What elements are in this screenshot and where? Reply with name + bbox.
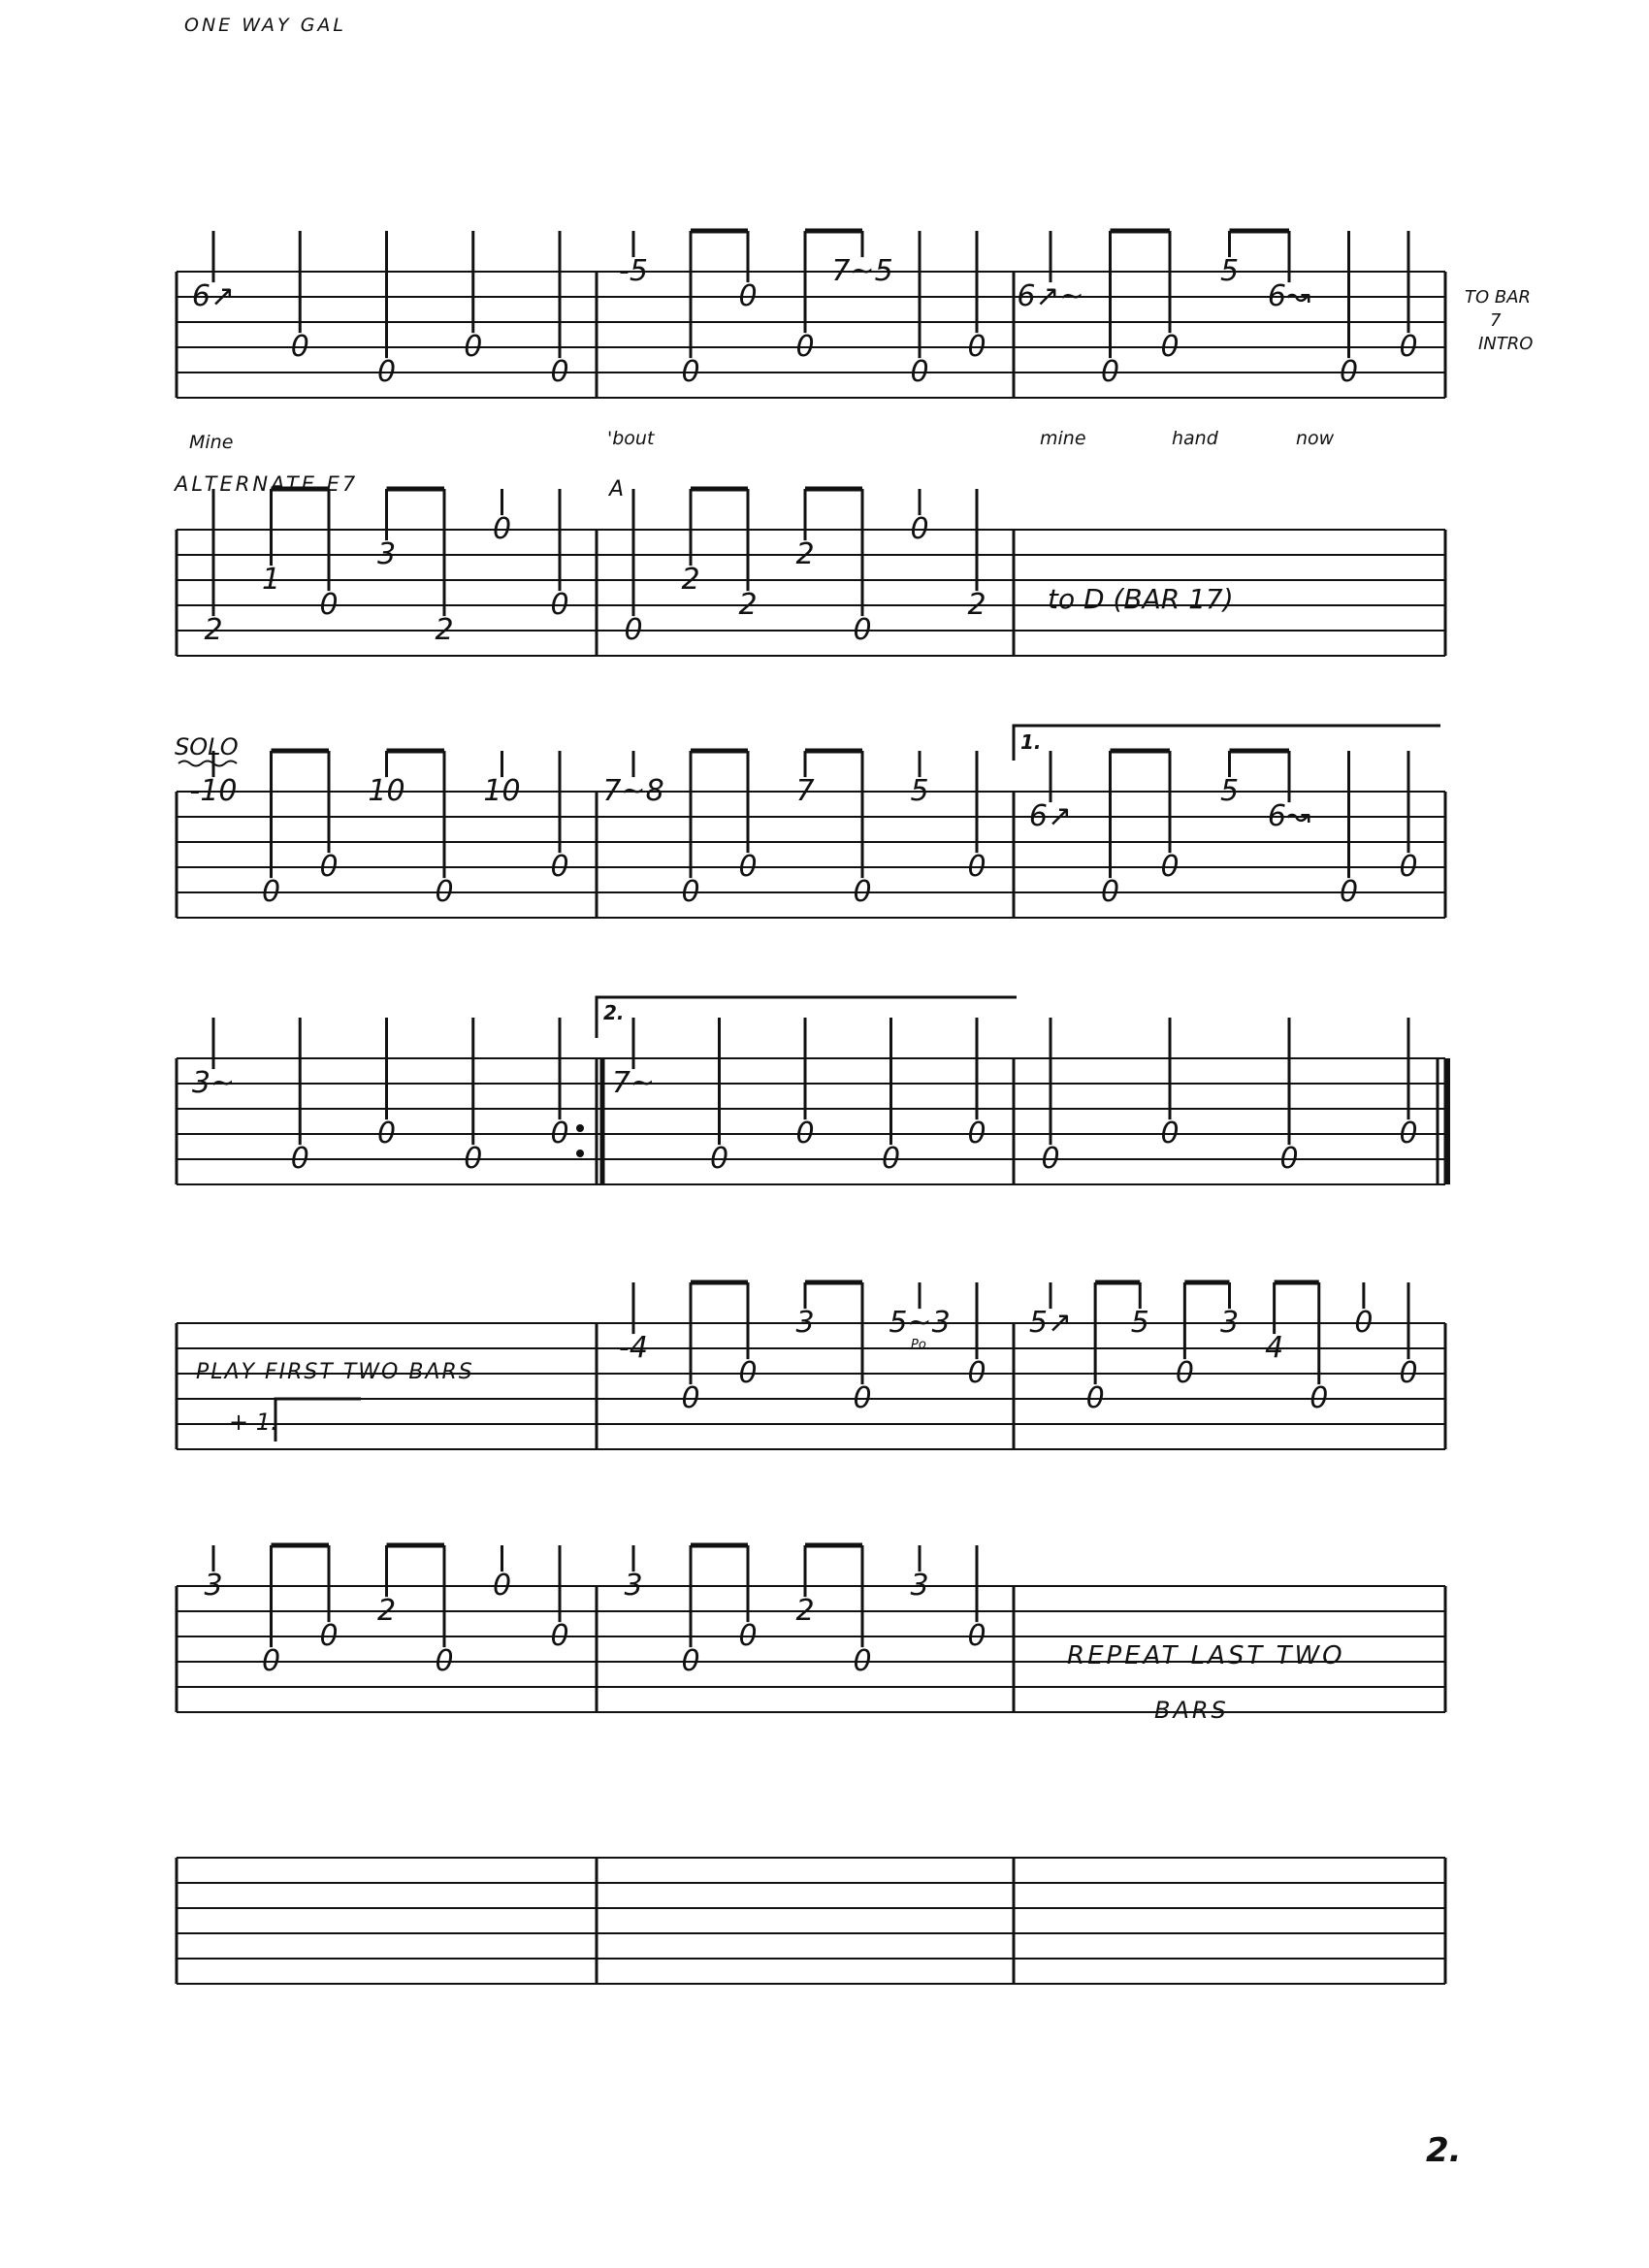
fret-number: 3 (910, 1569, 929, 1604)
fret-number: 7~5 (831, 254, 893, 289)
fret-number: 0 (1279, 1142, 1299, 1177)
first-ending-reference-bracket (275, 1399, 361, 1442)
fret-number: 0 (1041, 1142, 1060, 1177)
fret-number: 0 (967, 850, 986, 885)
fret-number: 0 (967, 1117, 986, 1151)
fret-number: -10 (189, 774, 238, 809)
first-ending-number: 1. (1020, 730, 1042, 754)
fret-number: 0 (319, 850, 339, 885)
fret-number: 0 (550, 1117, 569, 1151)
fret-number: 0 (795, 1117, 815, 1151)
fret-number: 4 (1265, 1331, 1284, 1366)
fret-number: 0 (853, 1381, 872, 1416)
fret-number: 5 (1130, 1306, 1149, 1341)
fret-number: 0 (319, 588, 339, 623)
fret-number: 6↗~ (1017, 279, 1084, 314)
fret-number: 6↝ (1267, 279, 1311, 314)
fret-number: 0 (738, 850, 758, 885)
fret-number: 3 (376, 537, 397, 572)
fret-number: 0 (853, 875, 872, 910)
fret-number: 1 (261, 563, 281, 598)
lyric-1: Mine (189, 432, 234, 453)
second-ending-number: 2. (603, 1001, 625, 1024)
fret-number: 0 (550, 355, 569, 390)
fret-number: 0 (681, 1644, 700, 1679)
fret-number: 0 (681, 1381, 700, 1416)
fret-number: 0 (910, 512, 929, 547)
fret-number: 6↗ (1028, 799, 1073, 834)
fret-number: 3 (795, 1306, 815, 1341)
fret-number: 6↝ (1267, 799, 1311, 834)
fret-number: 5~3 (889, 1306, 951, 1341)
fret-number: 2 (795, 537, 815, 572)
repeat-last-two-line-2: BARS (1154, 1697, 1229, 1724)
fret-number: 0 (1100, 355, 1120, 390)
fret-number: 0 (290, 330, 309, 365)
repeat-dot-upper (576, 1124, 584, 1132)
fret-number: 3 (204, 1569, 223, 1604)
fret-number: 6↗ (191, 279, 236, 314)
fret-number: 5 (910, 774, 929, 809)
a-chord-label: A (609, 477, 625, 502)
plus-first-ending: + 1. (229, 1409, 278, 1436)
fret-number: 0 (910, 355, 929, 390)
fret-number: 5↗ (1028, 1306, 1073, 1341)
fret-number: 2 (738, 588, 758, 623)
repeat-dot-lower (576, 1150, 584, 1157)
fret-number: 0 (967, 1356, 986, 1391)
fret-number: 2 (967, 588, 986, 623)
fret-number: 0 (376, 355, 397, 390)
lyric-4: hand (1172, 428, 1218, 449)
note-stems (213, 231, 1408, 1647)
fret-number: 7 (795, 774, 815, 809)
fret-number: 0 (1399, 330, 1418, 365)
repeat-last-two-line-1: REPEAT LAST TWO (1067, 1641, 1345, 1670)
fret-number: 2 (681, 563, 700, 598)
play-first-two-bars: PLAY FIRST TWO BARS (196, 1360, 474, 1384)
fret-number: -5 (619, 254, 648, 289)
fret-number: 3 (624, 1569, 643, 1604)
fret-number: 0 (1339, 875, 1359, 910)
fret-number: 0 (550, 850, 569, 885)
fret-number: 0 (1399, 1117, 1418, 1151)
fret-number: 10 (483, 774, 521, 809)
fret-number: 0 (290, 1142, 309, 1177)
first-ending-bracket (1014, 726, 1440, 761)
lyric-5: now (1296, 428, 1335, 449)
fret-number: 0 (1085, 1381, 1105, 1416)
fret-number: -4 (619, 1331, 648, 1366)
fret-number: 0 (1354, 1306, 1374, 1341)
fret-number: 0 (681, 355, 700, 390)
page-title: ONE WAY GAL (184, 15, 347, 36)
to-bar-number: 7 (1490, 310, 1502, 331)
to-bar-annotation: TO BAR (1465, 287, 1532, 308)
fret-number: 0 (1399, 850, 1418, 885)
solo-vibrato-mark (178, 761, 237, 766)
fret-number: 0 (464, 1142, 483, 1177)
lyric-3: mine (1040, 428, 1086, 449)
fret-number: 10 (368, 774, 405, 809)
page-number: 2. (1426, 2131, 1462, 2170)
fret-number: 3 (1219, 1306, 1240, 1341)
fret-number: 0 (738, 1356, 758, 1391)
fret-number: 0 (853, 613, 872, 648)
fret-number: 0 (853, 1644, 872, 1679)
fret-number: 0 (1339, 355, 1359, 390)
fret-number: 0 (1160, 1117, 1180, 1151)
fret-number: 7~ (611, 1066, 656, 1101)
pull-off-label: Po (911, 1338, 926, 1352)
fret-number: 2 (376, 1594, 397, 1629)
fret-number: 5 (1219, 254, 1240, 289)
fret-number: 0 (1310, 1381, 1329, 1416)
tab-notes (190, 254, 1418, 1678)
fret-number: 0 (492, 512, 512, 547)
fret-number: 3~ (191, 1066, 236, 1101)
fret-number: 0 (738, 279, 758, 314)
fret-number: 0 (464, 330, 483, 365)
fret-number: 0 (738, 1619, 758, 1654)
lyric-2: 'bout (607, 428, 655, 449)
fret-number: 0 (435, 1644, 454, 1679)
solo-label: SOLO (175, 733, 239, 761)
fret-number: 0 (881, 1142, 901, 1177)
fret-number: 2 (435, 613, 454, 648)
fret-number: 2 (204, 613, 223, 648)
fret-number: 0 (795, 330, 815, 365)
fret-number: 0 (681, 875, 700, 910)
to-d-bar-17: to D (BAR 17) (1048, 583, 1234, 615)
intro-annotation: INTRO (1478, 334, 1534, 354)
fret-number: 0 (261, 875, 281, 910)
fret-number: 5 (1219, 774, 1240, 809)
fret-number: 7~8 (602, 774, 664, 809)
fret-number: 0 (492, 1569, 512, 1604)
fret-number: 2 (795, 1594, 815, 1629)
fret-number: 0 (1175, 1356, 1194, 1391)
fret-number: 0 (550, 1619, 569, 1654)
fret-number: 0 (261, 1644, 281, 1679)
fret-number: 0 (709, 1142, 729, 1177)
fret-number: 0 (319, 1619, 339, 1654)
alternate-e7-label: ALTERNATE E7 (175, 472, 359, 496)
fret-number: 0 (376, 1117, 397, 1151)
fret-number: 0 (550, 588, 569, 623)
fret-number: 0 (1160, 850, 1180, 885)
fret-number: 0 (1160, 330, 1180, 365)
fret-number: 0 (435, 875, 454, 910)
fret-number: 0 (1100, 875, 1120, 910)
fret-number: 0 (967, 1619, 986, 1654)
fret-number: 0 (624, 613, 643, 648)
fret-number: 0 (967, 330, 986, 365)
fret-number: 0 (1399, 1356, 1418, 1391)
